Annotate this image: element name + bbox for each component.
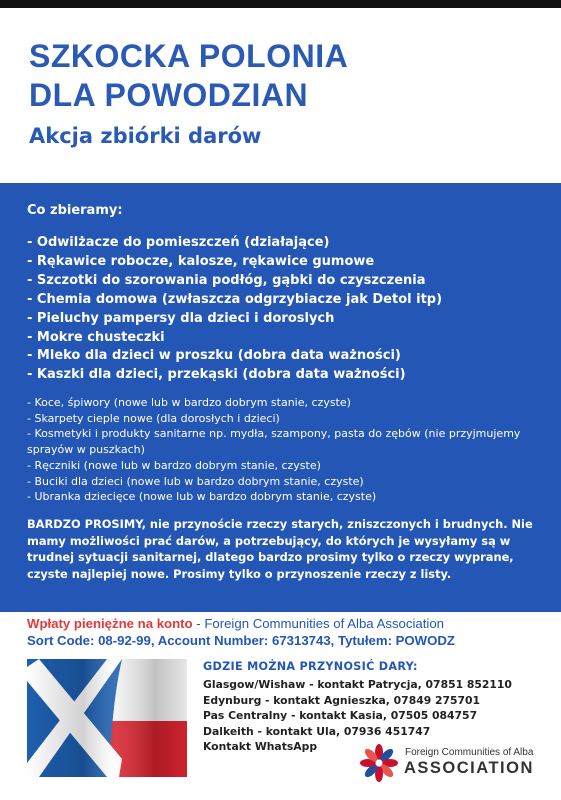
collection-panel xyxy=(0,183,561,612)
list-item: - Mokre chusteczki xyxy=(27,329,165,345)
top-bar xyxy=(0,0,561,8)
logo-text-bottom: ASSOCIATION xyxy=(404,759,534,777)
list-item: Edynburg - kontakt Agnieszka, 07849 275701 xyxy=(203,693,481,707)
association-logo xyxy=(357,743,547,785)
list-item: - Mleko dla dzieci w proszku (dobra data ważności) xyxy=(27,348,401,364)
payment-info xyxy=(27,615,455,649)
payment-label: Wpłaty pieniężne na konto xyxy=(27,616,193,631)
flower-logo-icon xyxy=(359,743,399,783)
list-item: Dalkeith - kontakt Ula, 07936 451747 xyxy=(203,724,431,738)
list-item: - Kaszki dla dzieci, przekąski (dobra data ważności) xyxy=(27,367,406,383)
list-item: Glasgow/Wishaw - kontakt Patrycja, 07851 852110 xyxy=(203,678,512,691)
list-item: - Skarpety cieple nowe (dla dorosłych i dzieci) xyxy=(27,411,280,425)
list-item: Kontakt WhatsApp xyxy=(203,740,318,753)
list-item: - Koce, śpiwory (nowe lub w bardzo dobrym stanie, czyste) xyxy=(27,396,351,409)
list-item: - Szczotki do szorowania podłóg, gąbki do czyszczenia xyxy=(27,272,426,288)
payment-details: Sort Code: 08-92-99, Account Number: 67313743, Tytułem: POWODZ xyxy=(27,633,455,648)
main-items-list xyxy=(27,234,442,385)
notice-text: BARDZO PROSIMY, nie przynoście rzeczy starych, zniszczonych i brudnych. Nie mamy możliwości prać darów, a potrzebujący, do których je wysyłamy są w trudnej sytuacji sanitarnej, dlatego bardzo prosimy tylko o rzeczy wyprane, czyste najlepiej nowe. Prosimy tylko o przynoszenie rzeczy z listy. xyxy=(27,517,533,581)
list-item: - Odwilżacze do pomieszczeń (działające) xyxy=(27,235,330,250)
list-item: - Ubranka dziecięce (nowe lub w bardzo dobrym stanie, czyste) xyxy=(27,490,377,504)
list-item: - Ręczniki (nowe lub w bardzo dobrym stanie, czyste) xyxy=(27,458,321,472)
payment-org: - Foreign Communities of Alba Association xyxy=(192,616,445,631)
drop-off-points xyxy=(203,659,553,755)
other-items-list xyxy=(27,395,539,505)
list-item: - Pieluchy pampersy dla dzieci i doroslych xyxy=(27,310,335,326)
collection-heading: Co zbieramy: xyxy=(27,203,123,218)
title-line-1: SZKOCKA POLONIA xyxy=(29,38,349,74)
subtitle: Akcja zbiórki darów xyxy=(29,124,262,148)
list-item: - Chemia domowa (zwłaszcza odgrzybiacze jak Detol itp) xyxy=(27,291,443,307)
payment-line-1 xyxy=(27,615,455,632)
drop-off-heading: GDZIE MOŻNA PRZYNOSIĆ DARY: xyxy=(203,660,418,673)
list-item: - Kosmetyki i produkty sanitarne np. mydła, szampony, pasta do zębów (nie przyjmujemy sprayów w puszkach) xyxy=(27,427,521,457)
list-item: - Rękawice robocze, kalosze, rękawice gumowe xyxy=(27,253,375,269)
list-item: - Buciki dla dzieci (nowe lub w bardzo dobrym stanie, czyste) xyxy=(27,474,364,488)
list-item: Pas Centralny - kontakt Kasia, 07505 084757 xyxy=(203,709,478,722)
logo-text-top: Foreign Communities of Alba xyxy=(405,747,534,758)
scotland-poland-flag-image xyxy=(27,659,187,777)
title-line-2: DLA POWODZIAN xyxy=(29,77,309,113)
